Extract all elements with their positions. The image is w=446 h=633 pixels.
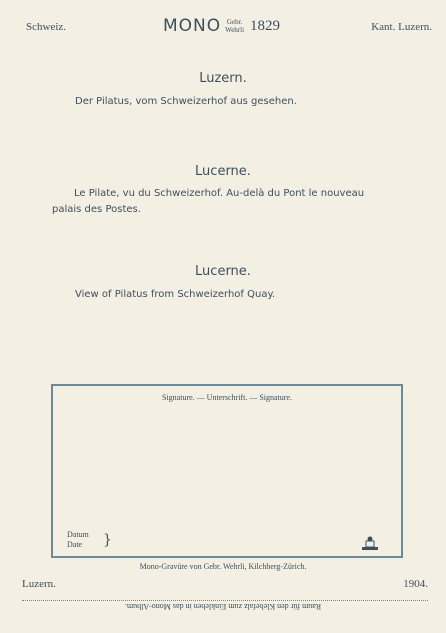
- gravure-credit: Mono-Gravüre von Gebr. Wehrli, Kilchberg-Zürich.: [139, 562, 307, 571]
- fold-line: [22, 600, 428, 601]
- date-text: Date: [67, 540, 83, 549]
- footer-city: Luzern.: [22, 578, 56, 590]
- caption-english: View of Pilatus from Schweizerhof Quay.: [75, 289, 276, 300]
- signature-box[interactable]: [51, 384, 403, 558]
- brand-name: MONO: [163, 16, 222, 36]
- date-label: [67, 530, 89, 550]
- country-label: Schweiz.: [26, 21, 67, 33]
- brand-year: 1829: [250, 17, 281, 34]
- section-title-english: Lucerne.: [195, 264, 251, 279]
- footer-year: 1904.: [403, 578, 428, 590]
- brand-header: [163, 16, 280, 36]
- section-title-french: Lucerne.: [195, 164, 251, 179]
- caption-french-line-1: Le Pilate, vu du Schweizerhof. Au-delà du Pont le nouveau: [74, 188, 365, 199]
- gebr-line-2: Wehrli: [225, 26, 245, 34]
- datum-text: Datum: [67, 530, 89, 539]
- caption-french-line-2: palais des Postes.: [52, 204, 141, 215]
- stamp-icon: [361, 535, 379, 551]
- section-title-german: Luzern.: [199, 71, 247, 86]
- gebr-line-1: Gebr.: [226, 18, 243, 26]
- inverted-album-note: Raum für den Klebefalz zum Einkleben in das Mono-Album.: [124, 602, 322, 611]
- caption-german: Der Pilatus, vom Schweizerhof aus gesehen.: [75, 96, 297, 107]
- brace-icon: }: [103, 532, 112, 548]
- signature-label: Signature. — Unterschrift. — Signature.: [162, 393, 292, 402]
- canton-label: Kant. Luzern.: [371, 21, 432, 33]
- brand-gebr: [225, 18, 244, 34]
